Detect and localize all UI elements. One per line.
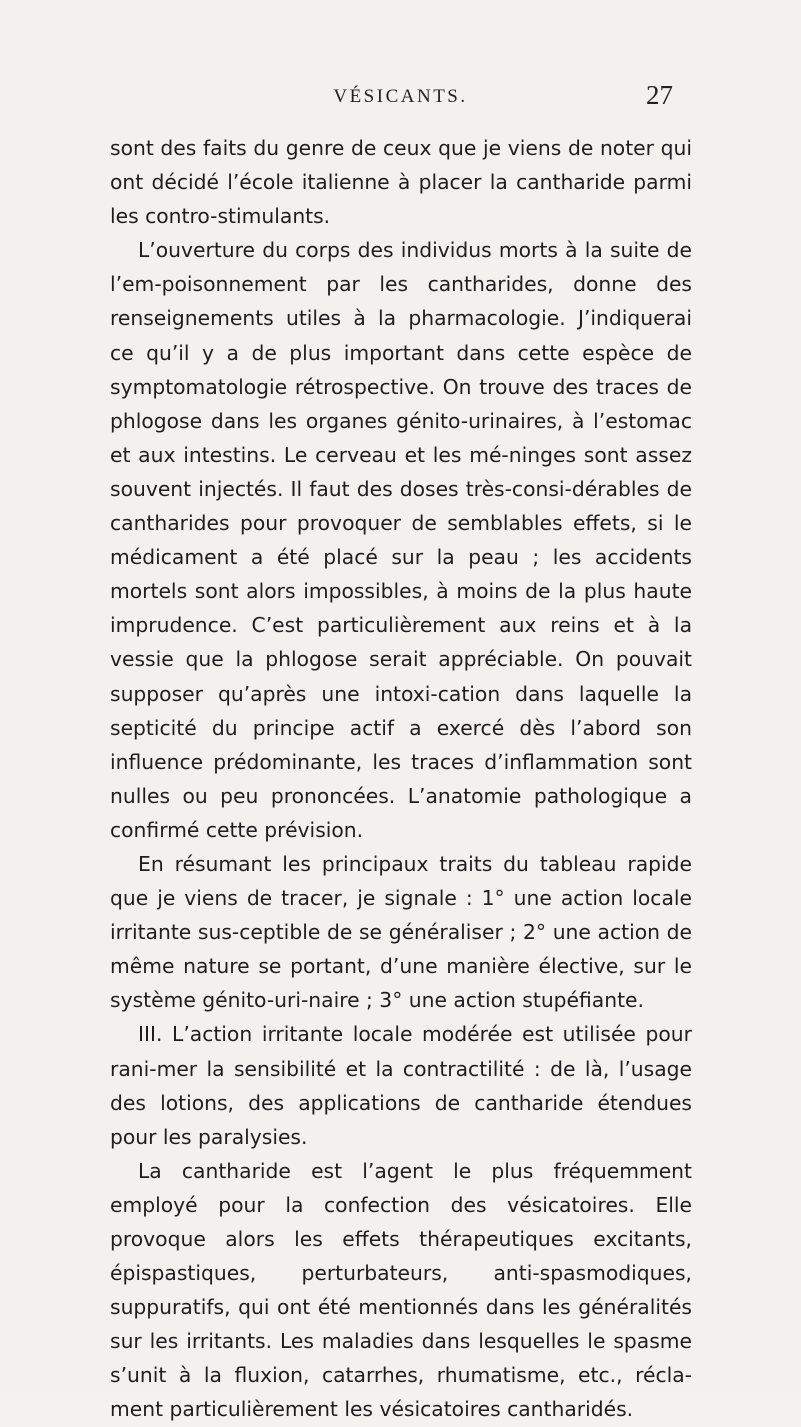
page-number: 27 — [646, 80, 673, 110]
running-head — [0, 80, 801, 118]
paragraph-continuation: sont des faits du genre de ceux que je viens de noter qui ont décidé l’école italienne à placer la cantharide parmi les contro-stimulants. — [110, 136, 692, 229]
paragraph-summary: En résumant les principaux traits du tableau rapide que je viens de tracer, je signale : 1° une action locale irritante sus-ceptible de se généraliser ; 2° une action de même nature se portant, d’une manière élective, sur le système génito-uri-naire ; 3° une action stupéfiante. — [110, 851, 692, 1013]
paragraph-section-iii: III. L’action irritante locale modérée est utilisée pour rani-mer la sensibilité et la contractilité : de là, l’usage des lotions, des applications de cantharide étendues pour les paralysies. — [110, 1022, 692, 1149]
body-text — [110, 131, 692, 1427]
running-title: VÉSICANTS. — [333, 86, 468, 107]
paragraph-vesicatoires: La cantharide est l’agent le plus fréquemment employé pour la confection des vésicatoires. Elle provoque alors les effets thérapeutiques excitants, épispastiques, perturbateurs, anti-spasmodiques, suppuratifs, qui ont été mentionnés dans les généralités sur les irritants. Les maladies dans lesquelles le spasme s’unit à la fluxion, catarrhes, rhumatisme, etc., récla-ment particulièrement les vésicatoires cantharidés. — [110, 1158, 692, 1422]
paragraph-autopsy: L’ouverture du corps des individus morts à la suite de l’em-poisonnement par les cantharides, donne des renseignements utiles à la pharmacologie. J’indiquerai ce qu’il y a de plus important dans cette espèce de symptomatologie rétrospective. On trouve des traces de phlogose dans les organes génito-urinaires, à l’estomac et aux intestins. Le cerveau et les mé-ninges sont assez souvent injectés. Il faut des doses très-consi-dérables de cantharides pour provoquer de semblables effets, si le médicament a été placé sur la peau ; les accidents mortels sont alors impossibles, à moins de la plus haute imprudence. C’est particulièrement aux reins et à la vessie que la phlogose serait appréciable. On pouvait supposer qu’après une intoxi-cation dans laquelle la septicité du principe actif a exercé dès l’abord son influence prédominante, les traces d’inflammation sont nulles ou peu prononcées. L’anatomie pathologique a confirmé cette prévision. — [110, 238, 692, 842]
